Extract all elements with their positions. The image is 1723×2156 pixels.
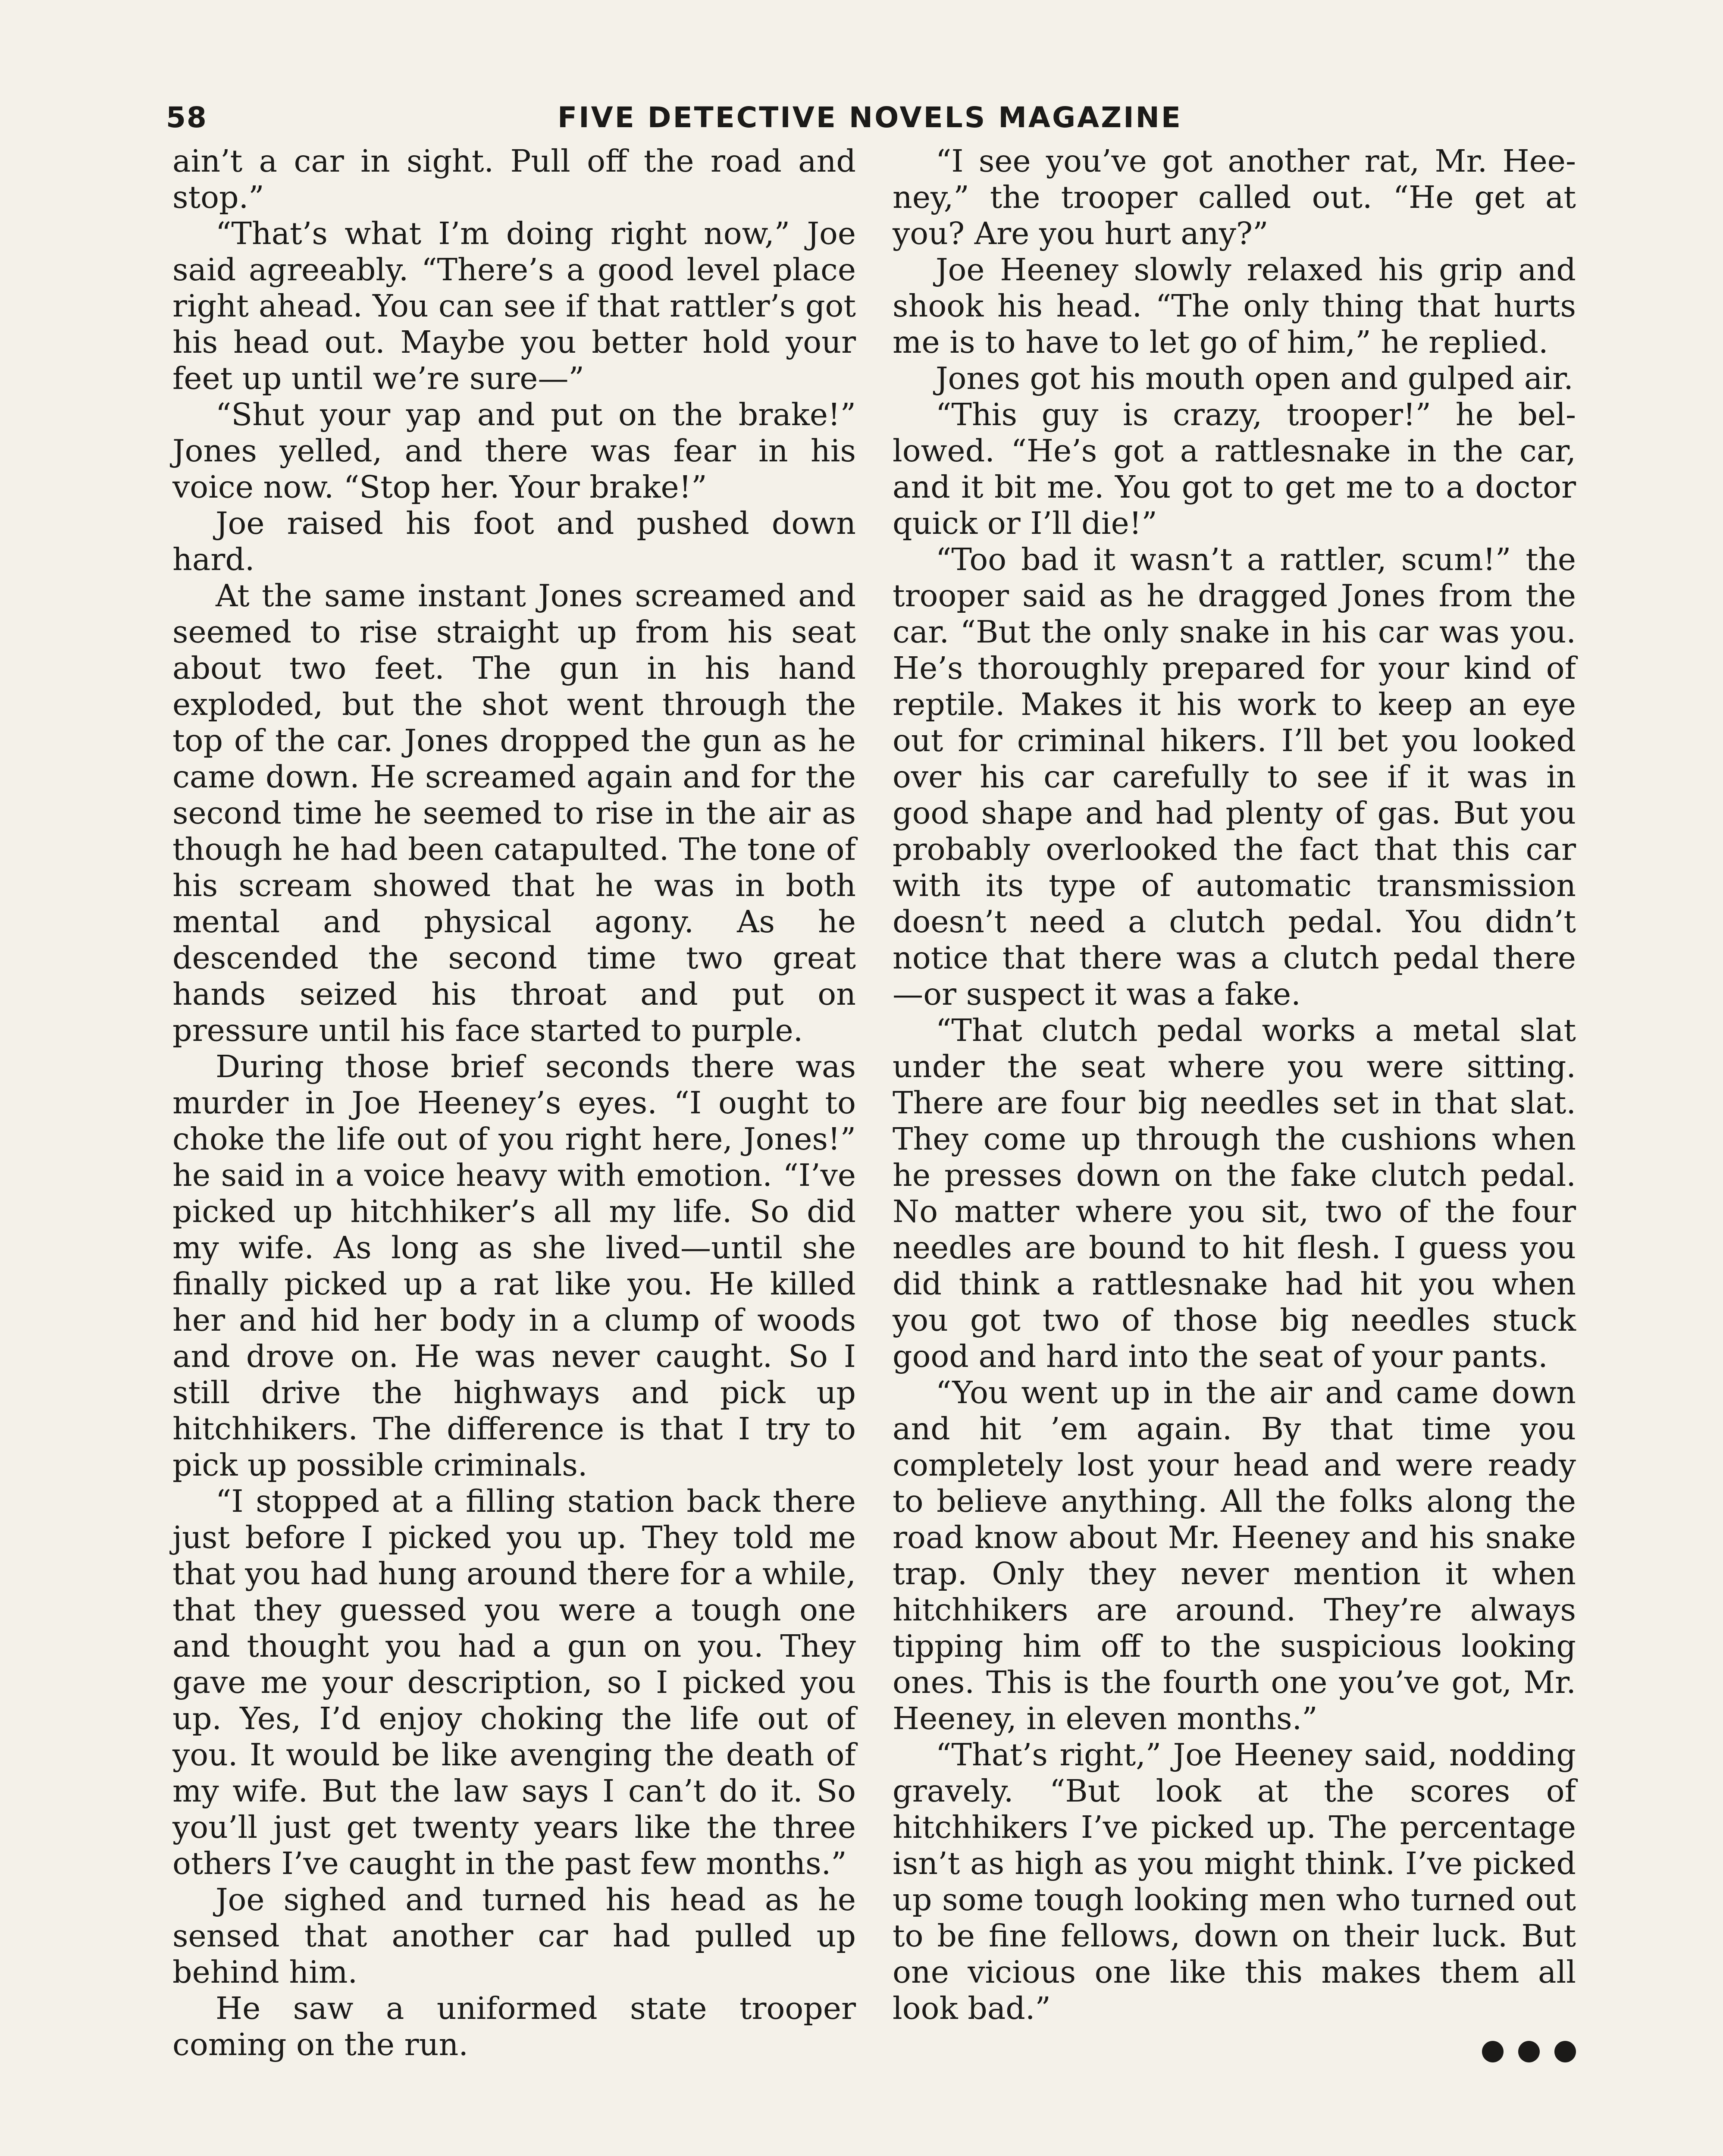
paragraph: Jones got his mouth open and gulped air. <box>936 360 1573 396</box>
end-dot-icon <box>1518 2041 1540 2062</box>
paragraph: “This guy is crazy, trooper!” he bellowed. “He’s got a rattlesnake in the car, and it bit me. You got to get me to a doctor quick or I’ll die!” <box>893 397 1576 541</box>
paragraph: “That’s what I’m doing right now,” Joe said agreeably. “There’s a good level place right ahead. You can see if that rattler’s got his head out. Maybe you better hold your feet up until we’re sure—” <box>172 216 856 396</box>
paragraph: “Too bad it wasn’t a rattler, scum!” the trooper said as he dragged Jones from the car. “But the only snake in his car was you. He’s thoroughly prepared for your kind of reptile. Makes it his work to keep an eye out for criminal hikers. I’ll bet you looked over his car carefully to see if it was in good shape and had plenty of gas. But you probably overlooked the fact that this car with its type of automatic transmission doesn’t need a clutch pedal. You didn’t notice that there was a clutch pedal there —or suspect it was a fake. <box>893 542 1576 1012</box>
end-dot-icon <box>1482 2041 1504 2062</box>
paragraph: During those brief seconds there was murder in Joe Heeney’s eyes. “I ought to choke the life out of you right here, Jones!” he said in a voice heavy with emotion. “I’ve picked up hitchhiker’s all my life. So did my wife. As long as she lived—until she finally picked up a rat like you. He killed her and hid her body in a clump of woods and drove on. He was never caught. So I still drive the highways and pick up hitchhikers. The difference is that I try to pick up possible criminals. <box>172 1049 856 1483</box>
paragraph: “That’s right,” Joe Heeney said, nodding gravely. “But look at the scores of hitchhikers I’ve picked up. The percentage isn’t as high as you might think. I’ve picked up some tough looking men who turned out to be fine fellows, down on their luck. But one vicious one like this makes them all look bad.” <box>893 1737 1576 2026</box>
end-of-story-marks <box>1467 2031 1576 2067</box>
running-head: FIVE DETECTIVE NOVELS MAGAZINE <box>558 101 1182 134</box>
paragraph: Joe Heeney slowly relaxed his grip and shook his head. “The only thing that hurts me is to have to let go of him,” he replied. <box>893 252 1576 360</box>
paragraph: “You went up in the air and came down and hit ’em again. By that time you completely lost your head and were ready to believe anything. All the folks along the road know about Mr. Heeney and his snake trap. Only they never mention it when hitchhikers are around. They’re always tipping him off to the suspicious looking ones. This is the fourth one you’ve got, Mr. Heeney, in eleven months.” <box>893 1375 1576 1736</box>
left-column <box>172 143 856 2063</box>
paragraph: “Shut your yap and put on the brake!” Jones yelled, and there was fear in his voice now. “Stop her. Your brake!” <box>172 397 856 505</box>
paragraph: “That clutch pedal works a metal slat under the seat where you were sitting. There are four big needles set in that slat. They come up through the cushions when he presses down on the fake clutch pedal. No matter where you sit, two of the four needles are bound to hit flesh. I guess you did think a rattlesnake had hit you when you got two of those big needles stuck good and hard into the seat of your pants. <box>893 1012 1576 1374</box>
page-number: 58 <box>166 101 207 134</box>
end-dot-icon <box>1554 2041 1576 2062</box>
paragraph: He saw a uniformed state trooper coming on the run. <box>172 1990 856 2062</box>
paragraph: ain’t a car in sight. Pull off the road and stop.” <box>172 143 856 215</box>
paragraph: At the same instant Jones screamed and seemed to rise straight up from his seat about two feet. The gun in his hand exploded, but the shot went through the top of the car. Jones dropped the gun as he came down. He screamed again and for the second time he seemed to rise in the air as though he had been catapulted. The tone of his scream showed that he was in both mental and physical agony. As he descended the second time two great hands seized his throat and put on pressure until his face started to purple. <box>172 578 856 1048</box>
paragraph: “I stopped at a filling station back there just before I picked you up. They told me that you had hung around there for a while, that they guessed you were a tough one and thought you had a gun on you. They gave me your description, so I picked you up. Yes, I’d enjoy choking the life out of you. It would be like avenging the death of my wife. But the law says I can’t do it. So you’ll just get twenty years like the three others I’ve caught in the past few months.” <box>172 1483 856 1881</box>
paragraph: Joe sighed and turned his head as he sensed that another car had pulled up behind him. <box>172 1882 856 1990</box>
page-header <box>166 98 1574 137</box>
right-column <box>893 143 1576 2067</box>
paragraph: Joe raised his foot and pushed down hard. <box>172 505 856 577</box>
paragraph: “I see you’ve got another rat, Mr. Heeney,” the trooper called out. “He get at you? Are you hurt any?” <box>893 143 1576 251</box>
